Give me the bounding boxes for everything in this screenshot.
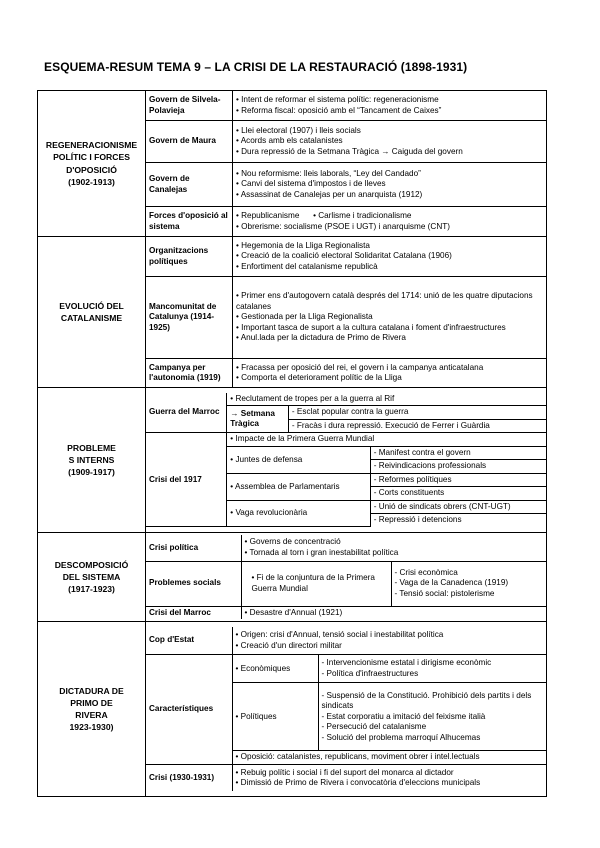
table-row: [38, 388, 547, 533]
bullet-cell: • Hegemonia de la Lliga Regionalista • Creació de la coalició electoral Solidaritat Catalana (1906) • Enfortiment del catalanisme republicà: [233, 237, 547, 277]
subsection-head: Mancomunitat de Catalunya (1914-1925): [146, 277, 233, 359]
bullet-cell: • Fracassa per oposició del rei, el govern i la campanya anticatalana • Comporta el deteriorament polític de la Lliga: [233, 359, 547, 388]
nested-table: Crisi política • Governs de concentració • Tornada al torn i gran inestabilitat política Problemes socials • Fi de la conjuntura de la Primera Guerra Mundial - Crisi econòmica - Vaga de la Canadenca (1919) - Tensió social: pistolerisme Crisi del Marroc • Desastre d'Annual (1921): [146, 535, 547, 619]
nested-table: Guerra del Marroc • Reclutament de tropes per a la guerra al Rif → Setmana Tràgica - Esclat popular contra la guerra - Fracàs i dura repressió. Execució de Ferrer i Guàrdia Crisi del 1917 • Impacte de la Primera Guerra Mundial • Juntes de defensa - Manifest contra el govern - Reivindicacions professionals • Assemblea de Parlamentaris - Reformes polítiques - Corts constituents • Vaga revolucionària - Unió de sindicats obrers (CNT-UGT) - Repressió i detencions: [146, 393, 546, 528]
summary-table: [37, 90, 547, 797]
subsection-head: Organitzacions polítiques: [146, 237, 233, 277]
bullet-cell: • Intent de reformar el sistema polític: regeneracionisme • Reforma fiscal: oposició amb el “Tancament de Caixes”: [233, 91, 547, 121]
section-catalanisme: EVOLUCIÓ DEL CATALANISME: [38, 237, 146, 388]
bullet-cell: • Nou reformisme: lleis laborals, “Ley del Candado” • Canvi del sistema d'impostos i de lleves • Assassinat de Canalejas per un anarquista (1912): [233, 163, 547, 207]
subsection-head: Forces d'oposició al sistema: [146, 207, 233, 237]
table-row: [38, 533, 547, 622]
bullet-cell: • Primer ens d'autogovern català després del 1714: unió de les quatre diputacions catalanes • Gestionada per la Lliga Regionalista • Important tasca de suport a la cultura catalana i foment d'infraestructures • Anul.lada per la dictadura de Primo de Rivera: [233, 277, 547, 359]
nested-cell: [146, 533, 547, 622]
section-regeneracionisme: REGENERACIONISME POLÍTIC I FORCES D'OPOSICIÓ (1902-1913): [38, 91, 146, 237]
table-row: [38, 91, 547, 121]
table-row: [38, 237, 547, 277]
section-descomposicio: DESCOMPOSICIÓ DEL SISTEMA (1917-1923): [38, 533, 146, 622]
nested-cell: [146, 622, 547, 797]
setmana-label: → Setmana Tràgica: [227, 406, 289, 433]
subsection-head: Govern de Maura: [146, 121, 233, 163]
table-row: [38, 622, 547, 797]
subsection-head: Campanya per l'autonomia (1919): [146, 359, 233, 388]
subsection-head: Govern de Silvela-Polavieja: [146, 91, 233, 121]
page-title: ESQUEMA-RESUM TEMA 9 – LA CRISI DE LA RESTAURACIÓ (1898-1931): [44, 60, 468, 74]
section-dictadura: DICTADURA DE PRIMO DE RIVERA 1923-1930): [38, 622, 146, 797]
bullet-cell: • Llei electoral (1907) i lleis socials • Acords amb els catalanistes • Dura repressió de la Setmana Tràgica → Caiguda del govern: [233, 121, 547, 163]
subsection-head: Guerra del Marroc: [146, 393, 227, 433]
nested-table: Cop d'Estat • Origen: crisi d'Annual, tensió social i inestabilitat política • Creació d'un directori militar Característiques • Econòmiques - Intervencionisme estatal i dirigisme econòmic - Política d'infraestructures • Polítiques - Suspensió de la Constitució. Prohibició dels partits i dels sindicats - Estat corporatiu a imitació del feixisme italià - Persecució del catalanisme - Solució del problema marroquí Alhucemas • Oposició: catalanistes, republicans, moviment obrer i intel.lectuals Crisi (1930-1931) • Rebuig polític i social i fi del suport del monarca al dictador • Dimissió de Primo de Rivera i convocatòria d'eleccions municipals: [146, 627, 547, 792]
nested-cell: [146, 388, 547, 533]
subsection-head: Govern de Canalejas: [146, 163, 233, 207]
subsection-head: Crisi del 1917: [146, 433, 227, 527]
bullet-cell: • Republicanisme • Carlisme i tradicionalisme • Obrerisme: socialisme (PSOE i UGT) i anarquisme (CNT): [233, 207, 547, 237]
section-problemes: PROBLEME S INTERNS (1909-1917): [38, 388, 146, 533]
